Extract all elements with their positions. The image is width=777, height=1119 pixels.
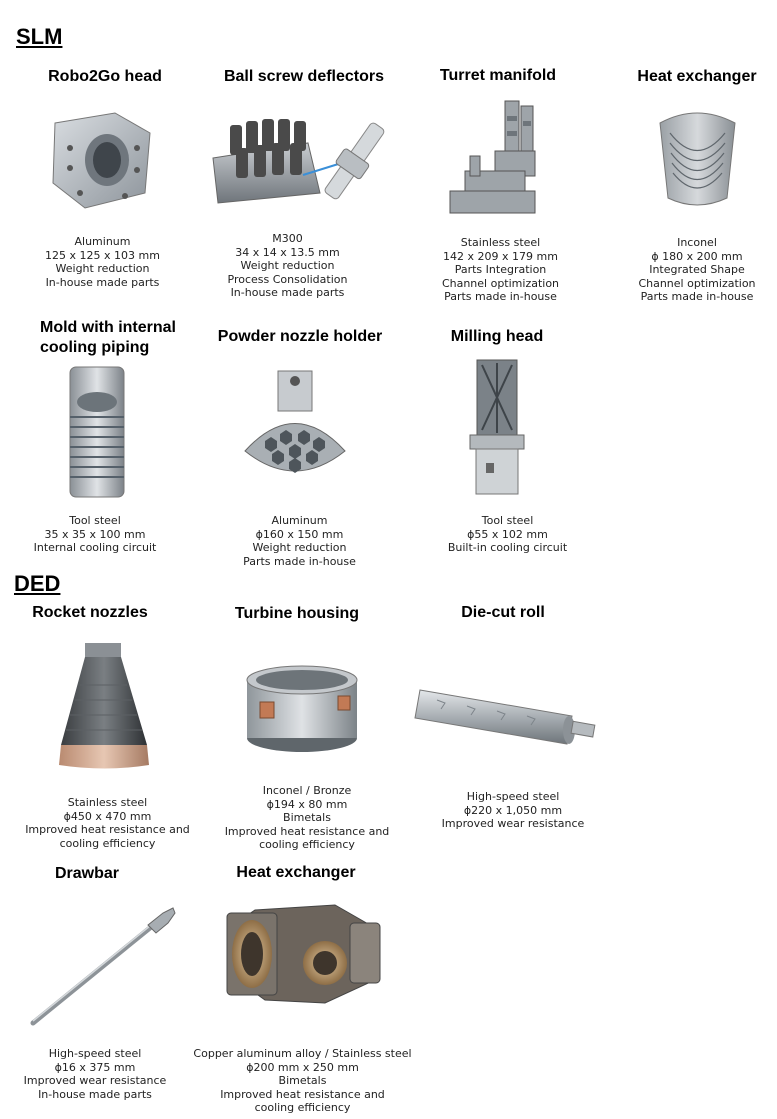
spec-line: cooling efficiency xyxy=(59,836,156,850)
spec-line: Weight reduction xyxy=(55,262,150,276)
milling-head-image xyxy=(462,355,532,500)
heat-exchanger-ded-image xyxy=(225,895,385,1010)
turbine-housing-image xyxy=(242,660,362,755)
item-title: Drawbar xyxy=(54,865,120,882)
spec-line: Integrated Shape xyxy=(649,263,745,277)
spec-line: Stainless steel xyxy=(460,236,541,249)
item-title: Milling head xyxy=(450,328,544,345)
spec-line: ϕ 180 x 200 mm xyxy=(651,249,743,263)
spec-line: Improved heat resistance and xyxy=(224,824,390,838)
spec-line: 125 x 125 x 103 mm xyxy=(45,248,160,262)
spec-line: ϕ55 x 102 mm xyxy=(467,527,548,541)
spec-line: In-house made parts xyxy=(45,275,160,289)
spec-line: ϕ194 x 80 mm xyxy=(266,797,348,811)
section-heading-ded: DED xyxy=(14,571,61,596)
spec-line: 35 x 35 x 100 mm xyxy=(44,527,146,541)
spec-line: 142 x 209 x 179 mm xyxy=(443,249,558,263)
spec-line: Copper aluminum alloy / Stainless steel xyxy=(193,1047,412,1060)
item-spec xyxy=(20,235,185,289)
item-title: Robo2Go head xyxy=(48,68,162,85)
spec-line: Tool steel xyxy=(481,514,534,527)
item-title xyxy=(40,318,190,358)
spec-line: ϕ16 x 375 mm xyxy=(54,1060,136,1074)
powder-nozzle-holder-image xyxy=(240,366,350,496)
item-title: Ball screw deflectors xyxy=(223,68,385,85)
spec-line: Parts made in-house xyxy=(640,290,754,304)
mold-cooling-image xyxy=(62,362,132,502)
spec-line: Parts made in-house xyxy=(243,554,356,568)
spec-line: Internal cooling circuit xyxy=(33,541,157,555)
item-spec xyxy=(423,236,578,304)
spec-line: Parts made in-house xyxy=(444,290,557,304)
heat-exchanger-slm-image xyxy=(655,108,740,213)
spec-line: High-speed steel xyxy=(48,1047,142,1060)
die-cut-roll-image xyxy=(412,680,597,755)
item-title: Turbine housing xyxy=(234,605,360,622)
section-heading-slm: SLM xyxy=(16,24,63,49)
spec-line: Parts Integration xyxy=(454,263,547,277)
spec-line: 34 x 14 x 13.5 mm xyxy=(235,245,340,259)
spec-line: Weight reduction xyxy=(252,541,347,555)
spec-line: High-speed steel xyxy=(466,790,560,803)
item-spec xyxy=(222,784,392,852)
spec-line: cooling efficiency xyxy=(254,1101,351,1115)
item-title: Heat exchanger xyxy=(637,68,757,85)
spec-line: In-house made parts xyxy=(38,1087,152,1101)
spec-line: In-house made parts xyxy=(230,286,345,300)
item-spec xyxy=(190,1047,415,1115)
item-title: Die-cut roll xyxy=(461,604,545,621)
spec-line: Inconel xyxy=(677,236,717,249)
spec-line: ϕ200 mm x 250 mm xyxy=(246,1060,359,1074)
item-spec xyxy=(622,236,772,304)
turret-manifold-image xyxy=(445,96,555,221)
spec-line: M300 xyxy=(272,232,303,245)
drawbar-image xyxy=(28,905,178,1030)
item-title: Turret manifold xyxy=(439,67,557,84)
item-spec xyxy=(20,514,170,555)
spec-line: ϕ220 x 1,050 mm xyxy=(463,803,563,817)
item-spec xyxy=(222,514,377,568)
item-spec xyxy=(430,514,585,555)
spec-line: Process Consolidation xyxy=(227,272,348,286)
item-title: Rocket nozzles xyxy=(32,604,148,621)
spec-line: Improved wear resistance xyxy=(441,817,585,831)
title-line: cooling piping xyxy=(40,339,150,356)
item-spec xyxy=(20,1047,170,1101)
spec-line: Improved heat resistance and xyxy=(220,1087,385,1101)
spec-line: Bimetals xyxy=(283,811,331,825)
spec-line: Bimetals xyxy=(278,1074,327,1088)
spec-line: Channel optimization xyxy=(441,276,560,290)
spec-line: Channel optimization xyxy=(638,276,756,290)
spec-line: Built-in cooling circuit xyxy=(447,541,568,555)
spec-line: Aluminum xyxy=(271,514,328,527)
spec-line: Aluminum xyxy=(74,235,131,248)
robo2go-head-image xyxy=(45,108,155,213)
ball-screw-deflectors-image xyxy=(208,103,388,213)
spec-line: Weight reduction xyxy=(240,259,335,273)
spec-line: Improved wear resistance xyxy=(23,1074,167,1088)
item-spec xyxy=(438,790,588,831)
spec-line: cooling efficiency xyxy=(259,838,355,852)
rocket-nozzle-image xyxy=(55,640,155,775)
spec-line: Tool steel xyxy=(69,514,121,527)
item-title: Powder nozzle holder xyxy=(217,328,383,345)
title-line: Mold with internal xyxy=(40,319,176,336)
item-spec xyxy=(210,232,365,300)
spec-line: Inconel / Bronze xyxy=(262,784,352,797)
item-spec xyxy=(20,796,195,850)
spec-line: ϕ160 x 150 mm xyxy=(255,527,344,541)
spec-line: Improved heat resistance and xyxy=(25,823,190,837)
item-title: Heat exchanger xyxy=(236,864,356,881)
spec-line: ϕ450 x 470 mm xyxy=(63,809,152,823)
spec-line: Stainless steel xyxy=(67,796,148,809)
